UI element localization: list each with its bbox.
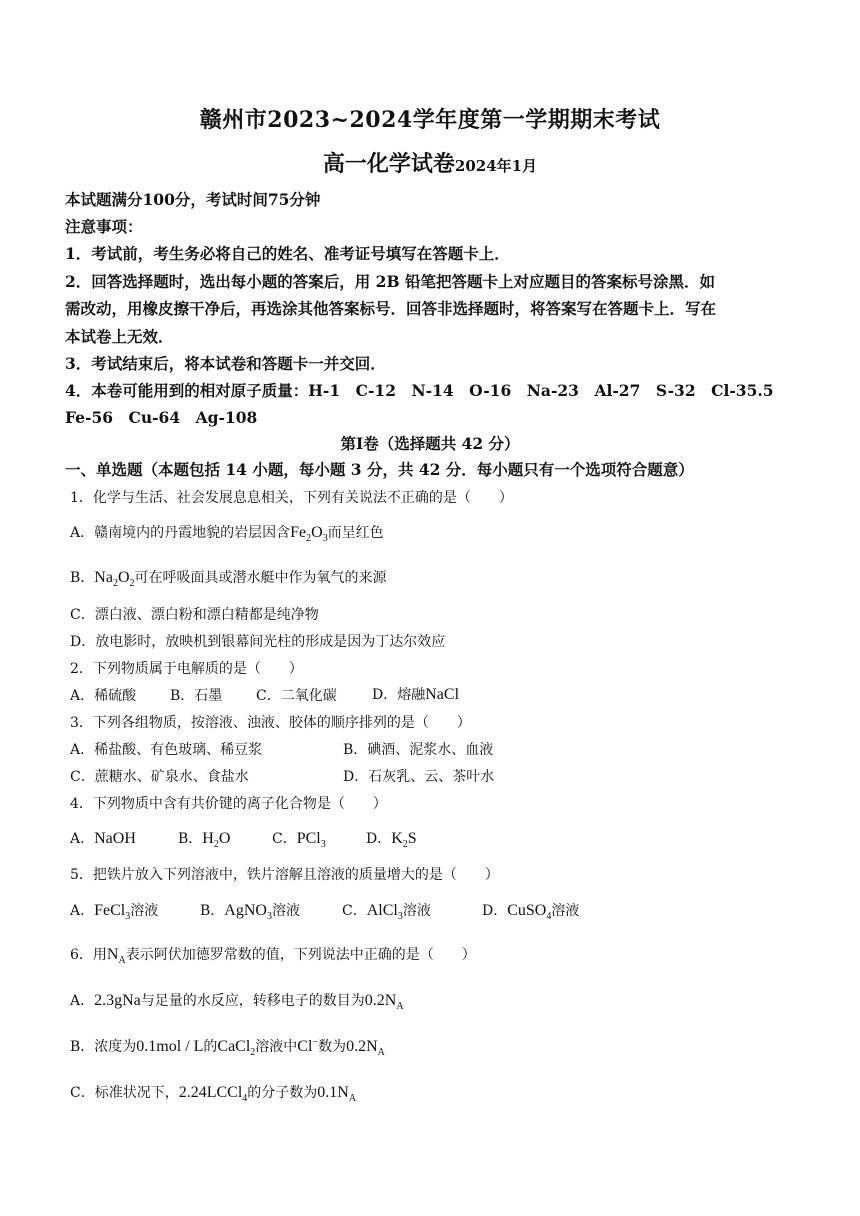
q3-option-d: D．石灰乳、云、茶叶水 bbox=[343, 769, 495, 785]
na-formula: $N_A$ bbox=[106, 946, 126, 966]
alcl3-formula: AlCl$_3$ bbox=[366, 902, 403, 922]
q4-option-d: D．$K_2S$ bbox=[366, 830, 417, 850]
note-3: 3．考试结束后，将本试卷和答题卡一并交回． bbox=[65, 354, 386, 373]
k2s-formula: $K_2S$ bbox=[391, 830, 417, 850]
q1-option-a: A．赣南境内的丹霞地貌的岩层因含$Fe_2O_3$而呈红色 bbox=[70, 524, 384, 544]
note-4-line2: Fe-56 Cu-64 Ag-108 bbox=[65, 408, 258, 427]
chloride-ion: Cl− bbox=[297, 1037, 319, 1055]
q5-option-b: B．AgNO$_3$溶液 bbox=[200, 902, 300, 922]
na2o2-formula: $Na_2O_2$ bbox=[94, 569, 135, 589]
q1-option-c: C．漂白液、漂白粉和漂白精都是纯净物 bbox=[70, 607, 319, 623]
q2-stem: 2．下列物质属于电解质的是（ ） bbox=[70, 661, 303, 677]
subject-title: 高一化学试卷 bbox=[322, 151, 455, 177]
q2-option-a: A．稀硫酸 bbox=[70, 688, 137, 704]
na-quantity-a: $0.2N_A$ bbox=[364, 992, 404, 1012]
q4-option-c: C．PCl$_3$ bbox=[272, 830, 326, 850]
q5-stem: 5．把铁片放入下列溶液中，铁片溶解且溶液的质量增大的是（ ） bbox=[70, 867, 499, 883]
q6-option-c: C．标准状况下，2.24LCCl$_4$的分子数为$0.1N_A$ bbox=[70, 1084, 357, 1104]
q4-stem: 4．下列物质中含有共价键的离子化合物是（ ） bbox=[70, 796, 387, 812]
q6-option-a: A．2.3gNa与足量的水反应，转移电子的数目为$0.2N_A$ bbox=[70, 992, 404, 1012]
q4-option-b: B．$H_2O$ bbox=[178, 830, 231, 850]
h2o-formula: $H_2O$ bbox=[202, 830, 231, 850]
exam-date: 2024年1月 bbox=[454, 157, 538, 175]
exam-title: 赣州市2023~2024学年度第一学期期末考试 bbox=[199, 107, 661, 133]
section-1-heading: 一、单选题（本题包括 14 小题，每小题 3 分，共 42 分．每小题只有一个选项符合题意） bbox=[65, 460, 694, 479]
cuso4-formula: CuSO$_4$ bbox=[507, 902, 552, 922]
pcl3-formula: PCl$_3$ bbox=[296, 830, 326, 850]
q1-stem: 1．化学与生活、社会发展息息相关，下列有关说法不正确的是（ ） bbox=[70, 490, 513, 506]
q3-option-b: B．碘酒、泥浆水、血液 bbox=[343, 742, 494, 758]
note-4-line1: 4．本卷可能用到的相对原子质量：H-1 C-12 N-14 O-16 Na-23 Al-27 S-32 Cl-35.5 bbox=[65, 381, 774, 400]
na-quantity-b: $0.2N_A$ bbox=[346, 1038, 385, 1058]
q5-option-c: C．AlCl$_3$溶液 bbox=[342, 902, 431, 922]
part-1-heading: 第Ⅰ卷（选择题共 42 分） bbox=[340, 434, 520, 453]
exam-subtitle bbox=[0, 147, 860, 178]
note-2-line1: 2．回答选择题时，选出每小题的答案后，用 2B 铅笔把答题卡上对应题目的答案标号涂黑．如 bbox=[65, 272, 715, 291]
ccl4-formula: 2.24LCCl$_4$ bbox=[178, 1084, 248, 1104]
q2-option-b: B．石墨 bbox=[170, 688, 223, 704]
exam-info: 本试题满分100分，考试时间75分钟 bbox=[65, 190, 321, 209]
q3-option-c: C．蔗糖水、矿泉水、食盐水 bbox=[70, 769, 249, 785]
q2-option-d: D．熔融NaCl bbox=[372, 686, 460, 703]
q1-option-d: D．放电影时，放映机到银幕间光柱的形成是因为丁达尔效应 bbox=[70, 634, 446, 650]
notes-heading: 注意事项： bbox=[65, 217, 143, 236]
q5-option-a: A．FeCl$_3$溶液 bbox=[70, 902, 159, 922]
na-quantity-c: $0.1N_A$ bbox=[317, 1084, 357, 1104]
cacl2-formula: CaCl$_2$ bbox=[217, 1038, 256, 1058]
q3-stem: 3．下列各组物质，按溶液、浊液、胶体的顺序排列的是（ ） bbox=[70, 715, 471, 731]
q6-stem: 6．用$N_A$表示阿伏加德罗常数的值，下列说法中正确的是（ ） bbox=[70, 946, 476, 966]
q3-option-a: A．稀盐酸、有色玻璃、稀豆浆 bbox=[70, 742, 263, 758]
q2-option-c: C．二氧化碳 bbox=[256, 688, 337, 704]
note-2-line2: 需改动，用橡皮擦干净后，再选涂其他答案标号．回答非选择题时，将答案写在答题卡上．写在 bbox=[65, 299, 717, 318]
note-1: 1．考试前，考生务必将自己的姓名、准考证号填写在答题卡上． bbox=[65, 244, 510, 263]
q1-option-b: B．$Na_2O_2$可在呼吸面具或潜水艇中作为氧气的来源 bbox=[70, 569, 387, 589]
q4-option-a: A．NaOH bbox=[70, 830, 136, 847]
agno3-formula: AgNO$_3$ bbox=[224, 902, 272, 922]
fecl3-formula: FeCl$_3$ bbox=[94, 902, 131, 922]
q5-option-d: D．CuSO$_4$溶液 bbox=[482, 902, 580, 922]
note-2-line3: 本试卷上无效． bbox=[65, 327, 174, 346]
q6-option-b: B．浓度为0.1mol / L的CaCl$_2$溶液中Cl−数为$0.2N_A$ bbox=[70, 1037, 385, 1058]
fe2o3-formula: $Fe_2O_3$ bbox=[290, 524, 328, 544]
